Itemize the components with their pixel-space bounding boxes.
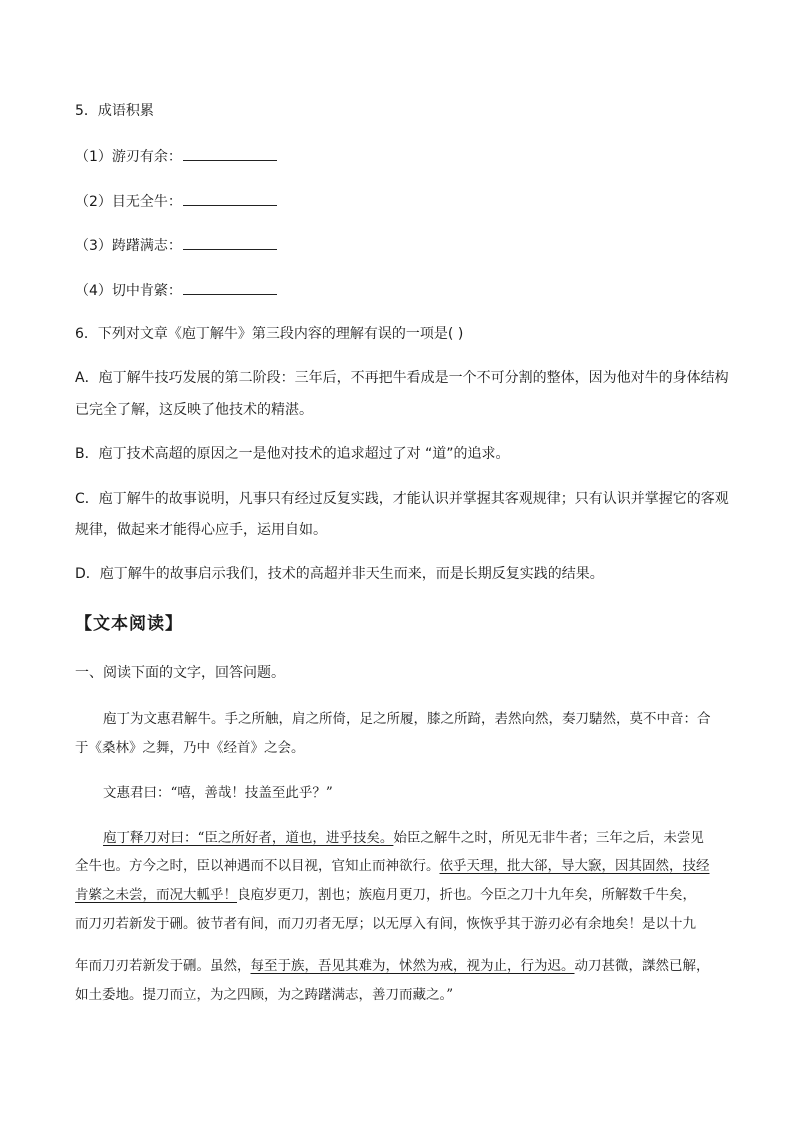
passage-p2: 文惠君曰：“嘻，善哉！技盖至此乎？”	[103, 785, 333, 801]
passage-p3-line5-end: 动刀甚微，謋然已解，	[574, 958, 710, 974]
passage-p1-line1: 庖丁为文惠君解牛。手之所触，肩之所倚，足之所履，膝之所踦，砉然向然，奏刀騞然，莫不中音：合	[103, 711, 711, 727]
q5-item-4	[75, 280, 277, 301]
section-intro: 一、阅读下面的文字，回答问题。	[75, 665, 285, 681]
passage-p3-line2-text: 全牛也。方今之时，臣以神遇而不以目视，官知止而神欲行。	[75, 858, 440, 874]
underlined-phrase-1: 庖丁释刀对曰：“臣之所好者，道也，进乎技矣。	[103, 830, 394, 846]
q5-item-2	[75, 191, 277, 212]
passage-p1-line2: 于《桑林》之舞，乃中《经首》之会。	[75, 740, 305, 756]
passage-p3-line1-rest: 始臣之解牛之时，所见无非牛者；三年之后，未尝见	[393, 830, 704, 846]
q6-option-d: D．庖丁解牛的故事启示我们，技术的高超并非天生而来，而是长期反复实践的结果。	[75, 566, 604, 582]
answer-blank-3[interactable]	[183, 235, 277, 250]
q5-title: 5．成语积累	[75, 103, 154, 119]
passage-p3-line2	[75, 856, 710, 876]
q6-option-a-line1: A．庖丁解牛技巧发展的第二阶段：三年后，不再把牛看成是一个不可分割的整体，因为他对牛的身体结构	[75, 370, 729, 386]
passage-p3-line3-text: 良庖岁更刀，割也；族庖月更刀，折也。今臣之刀十九年矣，所解数千牛矣，	[237, 887, 696, 903]
q6-option-b: B．庖丁技术高超的原因之一是他对技术的追求超过了对 “道”的追求。	[75, 446, 510, 462]
section-heading: 【文本阅读】	[75, 614, 183, 634]
q6-option-c-line1: C．庖丁解牛的故事说明，凡事只有经过反复实践，才能认识并掌握其客观规律；只有认识并掌握它的客观	[75, 491, 729, 507]
passage-p3-line1	[103, 828, 704, 848]
underlined-phrase-2: 依乎天理，批大郤，导大窾，因其固然，技经	[439, 858, 710, 874]
q5-item-3-label: （3）踌躇满志：	[75, 238, 182, 254]
q5-item-3	[75, 235, 277, 256]
passage-p3-line5	[75, 956, 710, 976]
answer-blank-4[interactable]	[183, 280, 277, 295]
q5-item-1	[75, 146, 277, 167]
underlined-phrase-4: 每至于族，吾见其难为，怵然为戒，视为止，行为迟。	[250, 958, 575, 974]
q6-option-c-line2: 规律，做起来才能得心应手，运用自如。	[75, 522, 327, 538]
q6-stem: 6．下列对文章《庖丁解牛》第三段内容的理解有误的一项是( )	[75, 326, 464, 342]
answer-blank-1[interactable]	[183, 146, 277, 161]
underlined-phrase-3: 肯綮之未尝，而况大軱乎！	[75, 887, 237, 903]
q5-item-2-label: （2）目无全牛：	[75, 194, 182, 210]
q6-option-a-line2: 已完全了解，这反映了他技术的精湛。	[75, 402, 313, 418]
passage-p3-line3	[75, 885, 696, 905]
passage-p3-line4: 而刀刃若新发于硎。彼节者有间，而刀刃者无厚；以无厚入有间，恢恢乎其于游刃必有余地矣！是以十九	[75, 916, 696, 932]
q5-item-1-label: （1）游刃有余：	[75, 149, 182, 165]
answer-blank-2[interactable]	[183, 191, 277, 206]
passage-p3-line6: 如土委地。提刀而立，为之四顾，为之踌躇满志，善刀而藏之。”	[75, 987, 454, 1003]
q5-item-4-label: （4）切中肯綮：	[75, 283, 182, 299]
passage-p3-line5-start: 年而刀刃若新发于硎。虽然，	[75, 958, 251, 974]
